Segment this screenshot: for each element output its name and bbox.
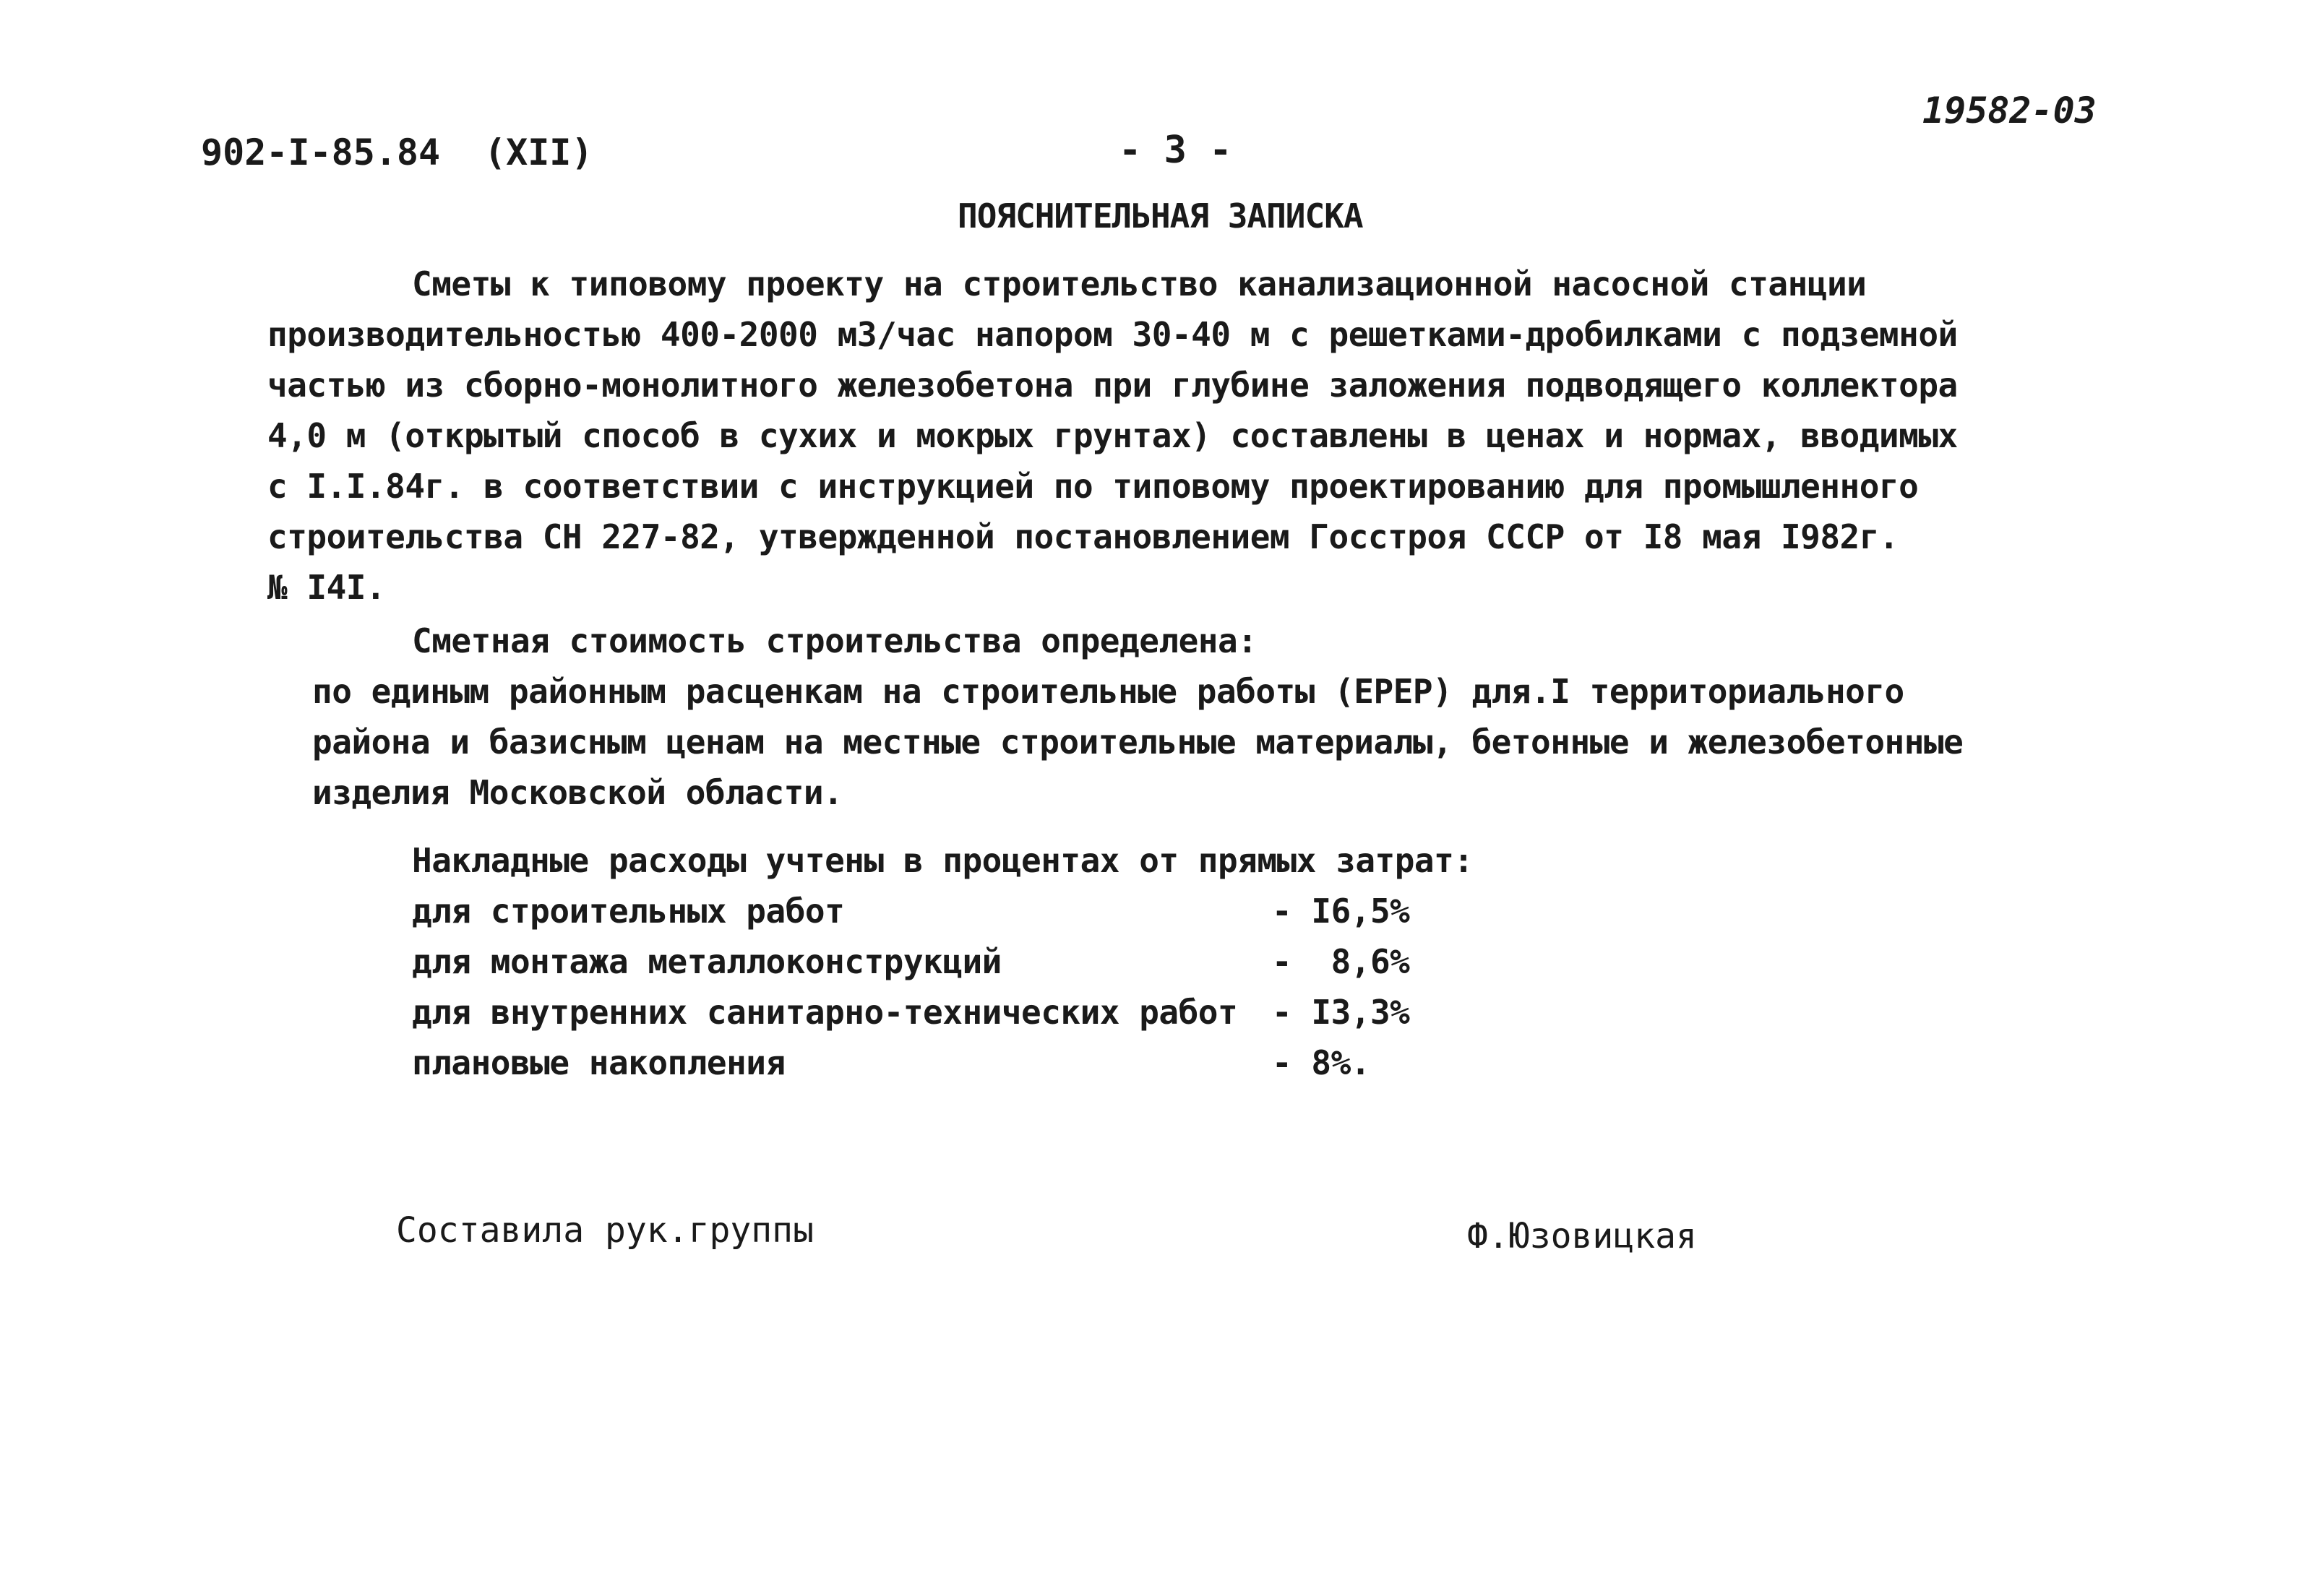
intro-line: Сметы к типовому проекту на строительство канализационной насосной станции <box>412 264 1867 303</box>
cost-line: района и базисным ценам на местные строительные материалы, бетонные и железобетонные <box>312 722 1964 762</box>
overhead-item-value: - 8%. <box>1272 1043 1370 1082</box>
overhead-item-value: - I3,3% <box>1272 993 1410 1032</box>
document-title: ПОЯСНИТЕЛЬНАЯ ЗАПИСКА <box>958 197 1363 236</box>
intro-line: производительностью 400-2000 м3/час напором 30-40 м с решетками-дробилками с подземной <box>267 315 1958 354</box>
intro-line: с I.I.84г. в соответствии с инструкцией по типовому проектированию для промышленного <box>267 467 1919 506</box>
intro-line: № I4I. <box>267 568 386 607</box>
section-code: (XII) <box>484 131 593 173</box>
document-code: 902-I-85.84 <box>201 131 441 173</box>
overhead-item-label: плановые накопления <box>412 1043 786 1082</box>
cost-heading: Сметная стоимость строительства определена: <box>412 621 1258 660</box>
inventory-number: 19582-03 <box>1922 90 2097 131</box>
overhead-heading: Накладные расходы учтены в процентах от прямых затрат: <box>412 841 1474 880</box>
intro-line: строительства СН 227-82, утвержденной постановлением Госстроя СССР от I8 мая I982г. <box>267 517 1899 556</box>
overhead-item-label: для строительных работ <box>412 892 845 931</box>
overhead-item-label: для монтажа металлоконструкций <box>412 942 1002 981</box>
intro-line: частью из сборно-монолитного железобетона при глубине заложения подводящего коллектора <box>267 366 1958 405</box>
overhead-item-label: для внутренних санитарно-технических работ <box>412 993 1238 1032</box>
signature-name: Ф.Юзовицкая <box>1467 1216 1697 1256</box>
signature-role: Составила рук.группы <box>396 1210 814 1251</box>
overhead-item-value: - I6,5% <box>1272 892 1410 931</box>
cost-line: по единым районным расценкам на строительные работы (ЕРЕР) для.I территориального <box>312 672 1904 711</box>
intro-line: 4,0 м (открытый способ в сухих и мокрых грунтах) составлены в ценах и нормах, вводимых <box>267 416 1958 455</box>
overhead-item-value: - 8,6% <box>1272 942 1410 981</box>
page-number: - 3 - <box>1119 129 1232 172</box>
cost-line: изделия Московской области. <box>312 773 843 812</box>
